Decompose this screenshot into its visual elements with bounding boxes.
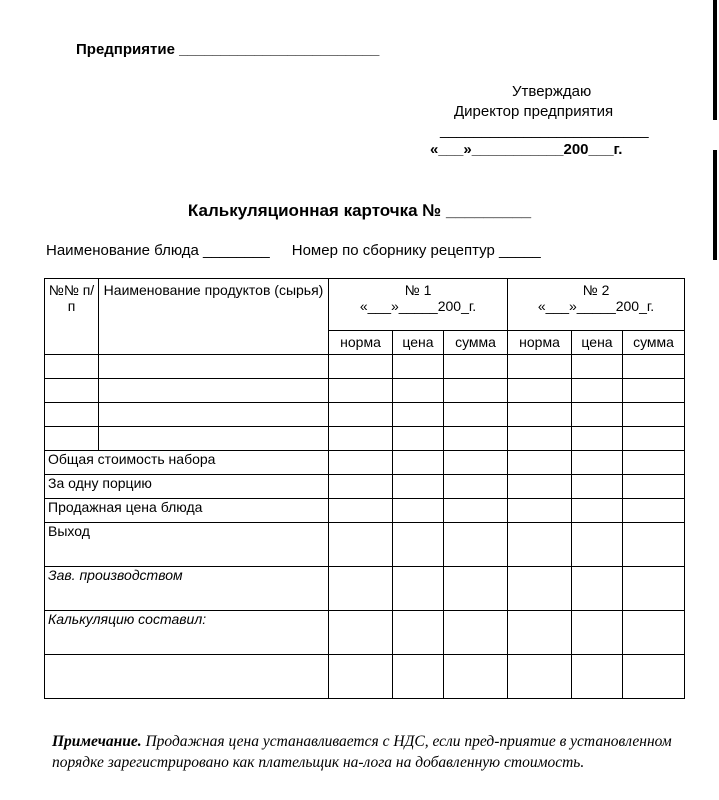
footer-label-manager: Зав. производством bbox=[45, 567, 329, 611]
footer-row-blank bbox=[45, 655, 685, 699]
approve-date-line: «___»___________200___г. bbox=[430, 141, 623, 158]
group-1-title: № 1 bbox=[404, 282, 432, 298]
note-label: Примечание. bbox=[52, 733, 142, 750]
summary-row-yield bbox=[45, 523, 685, 567]
table-row bbox=[45, 355, 685, 379]
approve-director: Директор предприятия bbox=[454, 103, 614, 120]
col-number-header: №№ п/п bbox=[45, 279, 99, 355]
sub-header-norm-1: норма bbox=[329, 331, 393, 355]
sub-header-norm-2: норма bbox=[508, 331, 572, 355]
note-text: Продажная цена устанавливается с НДС, если пред-приятие в установленном порядке зарегистрировано как плательщик на-лога на добавленную стоимость. bbox=[52, 733, 672, 771]
enterprise-field: Предприятие ________________________ bbox=[76, 41, 380, 58]
summary-label-total: Общая стоимость набора bbox=[45, 451, 329, 475]
dish-name-field: Наименование блюда ________ bbox=[46, 242, 270, 259]
group-2-header bbox=[508, 279, 685, 331]
sub-header-sum-1: сумма bbox=[444, 331, 508, 355]
summary-row-price bbox=[45, 499, 685, 523]
summary-label-price: Продажная цена блюда bbox=[45, 499, 329, 523]
sub-header-price-1: цена bbox=[393, 331, 444, 355]
summary-row-total bbox=[45, 451, 685, 475]
calculation-table bbox=[44, 278, 685, 699]
approve-signature-line: _________________________ bbox=[440, 122, 649, 139]
col-products-header: Наименование продуктов (сырья) bbox=[99, 279, 329, 355]
group-1-header bbox=[329, 279, 508, 331]
footer-label-blank bbox=[45, 655, 329, 699]
dish-info-line bbox=[46, 242, 541, 259]
note-paragraph bbox=[52, 731, 692, 773]
footer-row-compiler bbox=[45, 611, 685, 655]
recipe-number-field: Номер по сборнику рецептур _____ bbox=[291, 242, 541, 259]
summary-label-yield: Выход bbox=[45, 523, 329, 567]
group-2-date: «___»_____200_г. bbox=[537, 298, 655, 315]
group-1-date: «___»_____200_г. bbox=[359, 298, 477, 315]
page-edge-mark bbox=[713, 0, 717, 120]
table-row bbox=[45, 427, 685, 451]
group-2-title: № 2 bbox=[582, 282, 610, 298]
table-row bbox=[45, 379, 685, 403]
approve-title: Утверждаю bbox=[512, 83, 592, 100]
summary-row-portion bbox=[45, 475, 685, 499]
footer-label-compiler: Калькуляцию составил: bbox=[45, 611, 329, 655]
sub-header-price-2: цена bbox=[572, 331, 623, 355]
footer-row-manager bbox=[45, 567, 685, 611]
sub-header-sum-2: сумма bbox=[623, 331, 685, 355]
table-row bbox=[45, 403, 685, 427]
document-title: Калькуляционная карточка № _________ bbox=[187, 201, 532, 220]
page-edge-mark bbox=[713, 150, 717, 260]
summary-label-portion: За одну порцию bbox=[45, 475, 329, 499]
